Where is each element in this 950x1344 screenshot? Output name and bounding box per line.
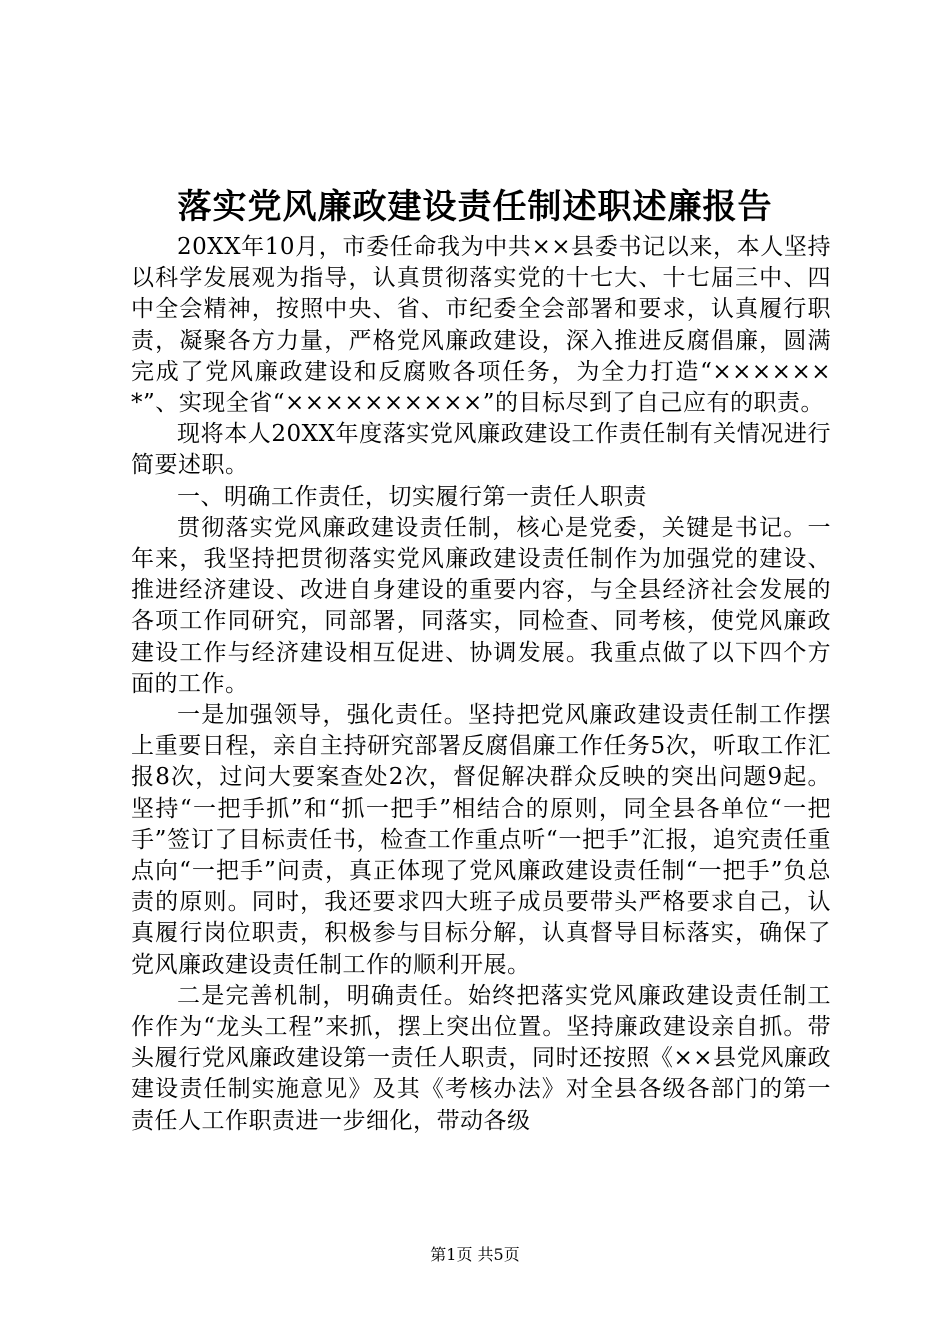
paragraph-point-1: 一是加强领导，强化责任。坚持把党风廉政建设责任制工作摆上重要日程，亲自主持研究部署反腐倡廉工作任务5次，听取工作汇报8次，过问大要案查处2次，督促解决群众反映的突出问题9起。坚持“一把手抓”和“抓一把手”相结合的原则，同全县各单位“一把手”签订了目标责任书，检查工作重点听“一把手”汇报，追究责任重点向“一把手”问责，真正体现了党风廉政建设责任制“一把手”负总责的原则。同时，我还要求四大班子成员要带头严格要求自己，认真履行岗位职责，积极参与目标分解，认真督导目标落实，确保了党风廉政建设责任制工作的顺利开展。 bbox=[131, 702, 831, 978]
document-body bbox=[131, 232, 831, 1137]
page-footer: 第1页 共5页 bbox=[430, 1245, 520, 1264]
paragraph-core: 贯彻落实党风廉政建设责任制，核心是党委，关键是书记。一年来，我坚持把贯彻落实党风廉政建设责任制作为加强党的建设、推进经济建设、改进自身建设的重要内容，与全县经济社会发展的各项工作同研究，同部署，同落实，同检查、同考核，使党风廉政建设工作与经济建设相互促进、协调发展。我重点做了以下四个方面的工作。 bbox=[131, 514, 831, 697]
section-heading-1: 一、明确工作责任，切实履行第一责任人职责 bbox=[177, 483, 647, 510]
document-title: 落实党风廉政建设责任制述职述廉报告 bbox=[177, 187, 773, 227]
paragraph-summary: 现将本人20XX年度落实党风廉政建设工作责任制有关情况进行简要述职。 bbox=[131, 421, 831, 479]
paragraph-point-2: 二是完善机制，明确责任。始终把落实党风廉政建设责任制工作作为“龙头工程”来抓，摆上突出位置。坚持廉政建设亲自抓。带头履行党风廉政建设第一责任人职责，同时还按照《××县党风廉政建设责任制实施意见》及其《考核办法》对全县各级各部门的第一责任人工作职责进一步细化，带动各级 bbox=[131, 982, 831, 1134]
paragraph-intro: 20XX年10月，市委任命我为中共××县委书记以来，本人坚持以科学发展观为指导，认真贯彻落实党的十七大、十七届三中、四中全会精神，按照中央、省、市纪委全会部署和要求，认真履行职责，凝聚各方力量，严格党风廉政建设，深入推进反腐倡廉，圆满完成了党风廉政建设和反腐败各项任务，为全力打造“××××××*”、实现全省“××××××××××”的目标尽到了自己应有的职责。 bbox=[131, 234, 831, 417]
